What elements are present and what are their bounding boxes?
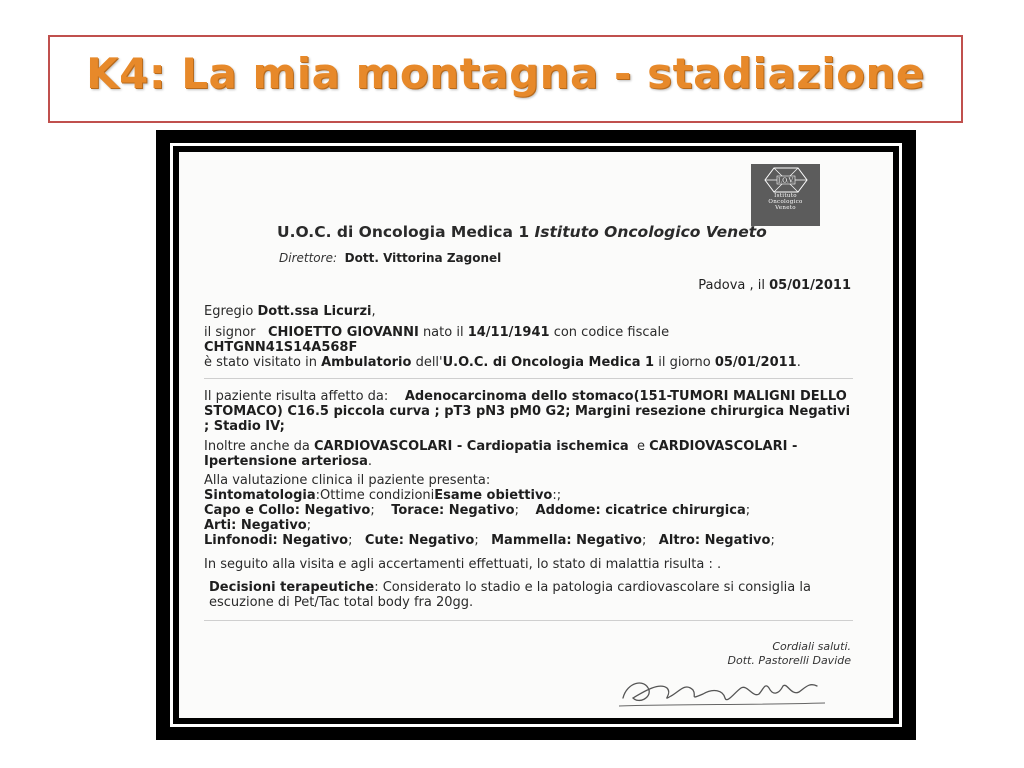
place-date xyxy=(698,278,851,293)
medical-letter xyxy=(179,152,893,718)
exam-thorax: Torace: Negativo xyxy=(391,503,515,518)
exam-head-neck: Capo e Collo: Negativo xyxy=(204,503,371,518)
greeting xyxy=(204,304,853,319)
visit-date: 05/01/2011 xyxy=(714,355,797,370)
logo-line-1: Istituto xyxy=(774,193,797,199)
comorbidity-and: e xyxy=(636,439,645,454)
greeting-comma: , xyxy=(371,304,376,319)
visit-day-label: il giorno xyxy=(658,355,711,370)
clinical-intro: Alla valutazione clinica il paziente presenta: xyxy=(204,473,491,488)
logo-line-2: Oncologico xyxy=(768,199,803,205)
clinical-paragraph: Alla valutazione clinica il paziente presenta: Sintomatologia:Ottime condizioniEsame obiettivo:; Capo e Collo: Negativo; Torace: Negativo; Addome: cicatrice chirurgica; Arti: Negativo; Linfonodi: Negativo; Cute: Negativo; Mammella: Negativo; Altro: Negativo; xyxy=(204,473,775,548)
disease-status: In seguito alla visita e agli accertamenti effettuati, lo stato di malattia risulta : . xyxy=(204,557,722,572)
institute-name: Istituto Oncologico Veneto xyxy=(534,223,767,241)
decisions-label: Decisioni terapeutiche xyxy=(209,580,375,595)
signer-name: Dott. Pastorelli Davide xyxy=(727,654,851,667)
visit-unit: U.O.C. di Oncologia Medica 1 xyxy=(442,355,655,370)
divider-bottom xyxy=(204,620,853,621)
greeting-pre: Egregio xyxy=(204,304,254,319)
tax-code: CHTGNN41S14A568F xyxy=(204,340,358,355)
frame-border xyxy=(170,143,902,727)
comorbidity-pre: Inoltre anche da xyxy=(204,439,310,454)
visit-pre: è stato visitato in xyxy=(204,355,317,370)
comorbidity-1: CARDIOVASCOLARI - Cardiopatia ischemica xyxy=(314,439,629,454)
director-name: Dott. Vittorina Zagonel xyxy=(344,251,502,265)
exam-limbs: Arti: Negativo xyxy=(204,518,307,533)
handwritten-signature xyxy=(613,668,833,710)
comorbidity-2: CARDIOVASCOLARI - Ipertensione arteriosa xyxy=(204,439,798,469)
svg-text:I.O.V.: I.O.V. xyxy=(777,177,794,185)
closing: Cordiali saluti. xyxy=(772,640,851,653)
visit-mid: dell' xyxy=(415,355,443,370)
iov-logo xyxy=(751,164,820,226)
exam-label: Esame obiettivo xyxy=(434,488,553,503)
exam-other: Altro: Negativo xyxy=(658,533,771,548)
exam-skin: Cute: Negativo xyxy=(364,533,475,548)
diagnosis-text: Adenocarcinoma dello stomaco(151-TUMORI MALIGNI DELLO STOMACO) C16.5 piccola curva ; pT3 pN3 pM0 G2; Margini resezione chirurgica Negativi ; Stadio IV; xyxy=(204,389,851,434)
place-text: Padova , il xyxy=(698,278,765,293)
letter-date: 05/01/2011 xyxy=(769,278,851,293)
patient-birth-date: 14/11/1941 xyxy=(467,325,550,340)
diagnosis-paragraph xyxy=(204,389,853,434)
symptoms-value: :Ottime condizioni xyxy=(315,488,435,503)
patient-pre: il signor xyxy=(204,325,256,340)
slide-title: K4: La mia montagna - stadiazione xyxy=(86,49,925,98)
exam-lymph-nodes: Linfonodi: Negativo xyxy=(204,533,349,548)
status-line xyxy=(204,557,853,572)
comorbidity-paragraph xyxy=(204,439,853,469)
slide-title-box xyxy=(48,35,963,123)
patient-paragraph xyxy=(204,325,853,370)
symptoms-label: Sintomatologia xyxy=(204,488,316,503)
exam-breast: Mammella: Negativo xyxy=(491,533,642,548)
diagnosis-label: Il paziente risulta affetto da: xyxy=(204,389,389,404)
recipient-name: Dott.ssa Licurzi xyxy=(257,304,372,319)
document-frame xyxy=(156,130,916,740)
decisions-text: : Considerato lo stadio e la patologia cardiovascolare si consiglia la escuzione di Pet/Tac total body fra 20gg. xyxy=(209,580,811,610)
logo-line-3: Veneto xyxy=(775,205,796,211)
letter-header xyxy=(277,223,767,241)
exam-end: :; xyxy=(552,488,562,503)
divider-top xyxy=(204,378,853,379)
tax-code-label: con codice fiscale xyxy=(553,325,670,340)
visit-end: . xyxy=(796,355,801,370)
director-label: Direttore: xyxy=(279,251,338,265)
patient-born-label: nato il xyxy=(422,325,464,340)
comorbidity-end: . xyxy=(367,454,373,469)
director-line xyxy=(279,251,501,265)
exam-abdomen: Addome: cicatrice chirurgica xyxy=(535,503,746,518)
decisions-paragraph xyxy=(209,580,853,610)
iov-emblem-icon xyxy=(764,167,808,193)
unit-name: U.O.C. di Oncologia Medica 1 xyxy=(277,223,530,241)
visit-place: Ambulatorio xyxy=(321,355,412,370)
patient-name: CHIOETTO GIOVANNI xyxy=(267,325,419,340)
